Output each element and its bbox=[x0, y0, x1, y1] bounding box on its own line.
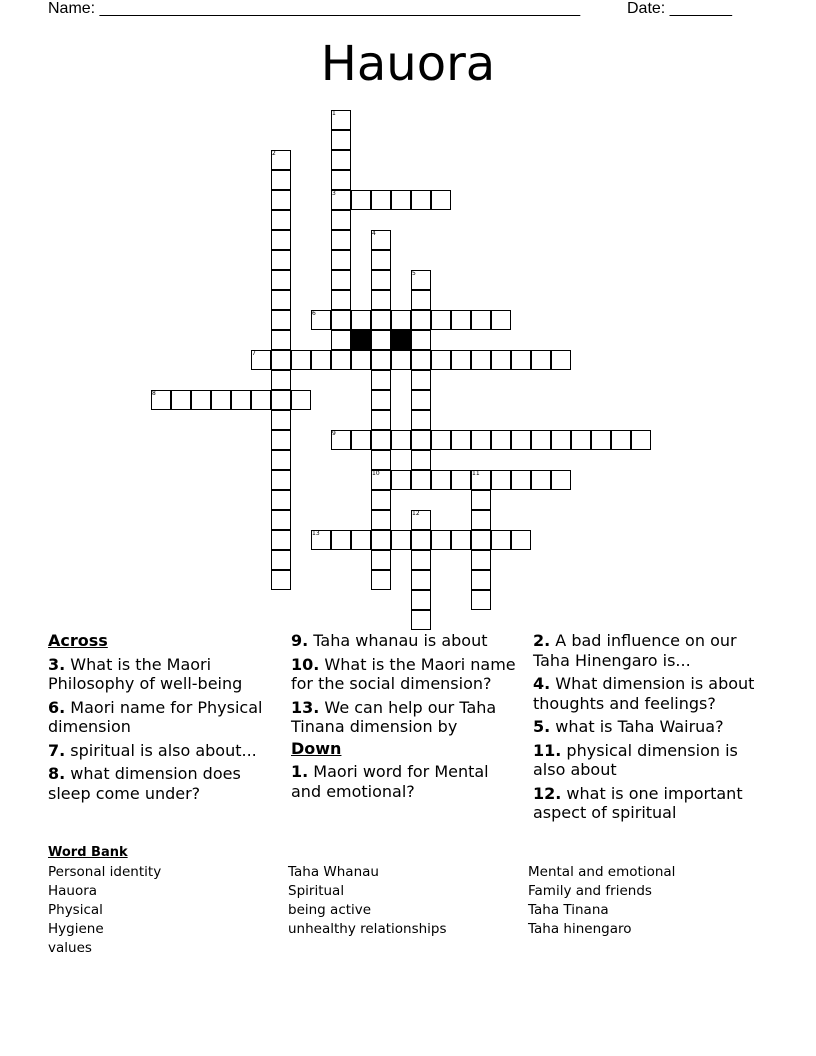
word-bank-item: Taha Tinana bbox=[528, 902, 609, 918]
page-title: Hauora bbox=[320, 36, 496, 92]
grid-cell[interactable] bbox=[371, 490, 391, 510]
grid-cell[interactable] bbox=[491, 310, 511, 330]
clue-item: 9. Taha whanau is about bbox=[291, 631, 488, 650]
word-bank-item: Mental and emotional bbox=[528, 864, 676, 880]
grid-cell[interactable] bbox=[271, 430, 291, 450]
grid-cell[interactable] bbox=[231, 390, 251, 410]
grid-cell[interactable] bbox=[371, 390, 391, 410]
grid-cell[interactable] bbox=[331, 350, 351, 370]
grid-cell[interactable] bbox=[351, 430, 371, 450]
grid-cell[interactable] bbox=[451, 350, 471, 370]
grid-cell[interactable] bbox=[451, 470, 471, 490]
grid-cell[interactable] bbox=[331, 170, 351, 190]
clue-item: 3. What is the Maori Philosophy of well-being bbox=[48, 654, 243, 693]
clue-item: 10. What is the Maori name for the social dimension? bbox=[291, 654, 516, 693]
grid-cell[interactable] bbox=[371, 370, 391, 390]
grid-cell[interactable] bbox=[491, 350, 511, 370]
grid-cell[interactable] bbox=[271, 550, 291, 570]
grid-cell[interactable] bbox=[291, 390, 311, 410]
word-bank-item: Physical bbox=[48, 902, 103, 918]
grid-cell[interactable] bbox=[351, 350, 371, 370]
grid-cell[interactable] bbox=[471, 490, 491, 510]
grid-cell[interactable] bbox=[331, 530, 351, 550]
grid-cell[interactable] bbox=[411, 410, 431, 430]
grid-cell[interactable] bbox=[471, 550, 491, 570]
grid-cell[interactable] bbox=[271, 410, 291, 430]
grid-cell[interactable] bbox=[271, 210, 291, 230]
date-field: Date: _______ bbox=[627, 0, 732, 17]
grid-cell[interactable] bbox=[511, 430, 531, 450]
grid-cell[interactable] bbox=[351, 310, 371, 330]
grid-cell[interactable] bbox=[331, 270, 351, 290]
clue-number: 2 bbox=[272, 150, 276, 157]
grid-cell[interactable] bbox=[371, 190, 391, 210]
grid-cell[interactable] bbox=[371, 410, 391, 430]
clues-column-3 bbox=[533, 631, 773, 827]
grid-cell[interactable] bbox=[371, 290, 391, 310]
clues-column-1 bbox=[48, 631, 268, 807]
grid-cell[interactable] bbox=[411, 470, 431, 490]
clue-item: 11. physical dimension is also about bbox=[533, 740, 738, 779]
clue-number: 5 bbox=[412, 270, 416, 277]
grid-cell[interactable] bbox=[271, 170, 291, 190]
clue-item: 4. What dimension is about thoughts and feelings? bbox=[533, 674, 755, 713]
grid-cell[interactable] bbox=[511, 350, 531, 370]
grid-cell[interactable] bbox=[331, 330, 351, 350]
grid-cell[interactable] bbox=[571, 430, 591, 450]
word-bank-item: being active bbox=[288, 902, 372, 918]
grid-cell[interactable] bbox=[271, 270, 291, 290]
word-bank-item: values bbox=[48, 940, 92, 956]
grid-cell[interactable] bbox=[391, 350, 411, 370]
grid-cell[interactable] bbox=[591, 430, 611, 450]
clue-number: 3 bbox=[332, 190, 336, 197]
grid-cell[interactable] bbox=[471, 570, 491, 590]
name-field: Name: ______________________________________________________ bbox=[48, 0, 581, 17]
word-bank-item: Hygiene bbox=[48, 921, 104, 937]
clue-item: 5. what is Taha Wairua? bbox=[533, 717, 724, 736]
grid-cell[interactable] bbox=[351, 530, 371, 550]
clue-number: 13 bbox=[312, 530, 320, 537]
grid-cell[interactable] bbox=[371, 530, 391, 550]
grid-cell[interactable] bbox=[471, 510, 491, 530]
word-bank-item: Hauora bbox=[48, 883, 98, 899]
grid-cell[interactable] bbox=[551, 350, 571, 370]
grid-cell[interactable] bbox=[371, 310, 391, 330]
grid-cell[interactable] bbox=[471, 350, 491, 370]
clue-item: 2. A bad influence on our Taha Hinengaro is... bbox=[533, 631, 737, 670]
grid-cell[interactable] bbox=[271, 250, 291, 270]
black-square bbox=[391, 330, 411, 350]
clues-column-2 bbox=[291, 631, 516, 805]
word-bank-item: Taha Whanau bbox=[288, 864, 379, 880]
word-bank-column-3 bbox=[528, 863, 675, 939]
grid-cell[interactable] bbox=[451, 310, 471, 330]
grid-cell[interactable] bbox=[271, 230, 291, 250]
grid-cell[interactable] bbox=[171, 390, 191, 410]
grid-cell[interactable] bbox=[371, 430, 391, 450]
grid-cell[interactable] bbox=[531, 350, 551, 370]
clue-number: 6 bbox=[312, 310, 316, 317]
grid-cell[interactable] bbox=[271, 330, 291, 350]
clue-number: 9 bbox=[332, 430, 336, 437]
grid-cell[interactable] bbox=[271, 570, 291, 590]
word-bank-item: Taha hinengaro bbox=[528, 921, 632, 937]
down-heading: Down bbox=[291, 738, 342, 758]
grid-cell[interactable] bbox=[271, 470, 291, 490]
grid-cell[interactable] bbox=[431, 530, 451, 550]
grid-cell[interactable] bbox=[271, 530, 291, 550]
grid-cell[interactable] bbox=[611, 430, 631, 450]
grid-cell[interactable] bbox=[531, 470, 551, 490]
grid-cell[interactable] bbox=[531, 430, 551, 450]
grid-cell[interactable] bbox=[431, 190, 451, 210]
grid-cell[interactable] bbox=[411, 290, 431, 310]
clue-item: 7. spiritual is also about... bbox=[48, 740, 257, 760]
grid-cell[interactable] bbox=[471, 430, 491, 450]
grid-cell[interactable] bbox=[391, 470, 411, 490]
grid-cell[interactable] bbox=[391, 530, 411, 550]
grid-cell[interactable] bbox=[211, 390, 231, 410]
grid-cell[interactable] bbox=[271, 390, 291, 410]
grid-cell[interactable] bbox=[391, 190, 411, 210]
word-bank-item: Personal identity bbox=[48, 864, 162, 880]
grid-cell[interactable] bbox=[631, 430, 651, 450]
grid-cell[interactable] bbox=[471, 530, 491, 550]
grid-cell[interactable] bbox=[411, 610, 431, 630]
grid-cell[interactable] bbox=[311, 350, 331, 370]
word-bank-title: Word Bank bbox=[48, 845, 128, 860]
grid-cell[interactable] bbox=[411, 350, 431, 370]
clue-number: 8 bbox=[152, 390, 156, 397]
grid-cell[interactable] bbox=[331, 230, 351, 250]
clue-number: 1 bbox=[332, 110, 336, 117]
clue-number: 7 bbox=[252, 350, 256, 357]
grid-cell[interactable] bbox=[471, 590, 491, 610]
grid-cell[interactable] bbox=[271, 350, 291, 370]
word-bank-item: unhealthy relationships bbox=[288, 921, 447, 937]
grid-cell[interactable] bbox=[431, 310, 451, 330]
grid-cell[interactable] bbox=[371, 250, 391, 270]
grid-cell[interactable] bbox=[411, 570, 431, 590]
grid-cell[interactable] bbox=[271, 190, 291, 210]
grid-cell[interactable] bbox=[351, 190, 371, 210]
grid-cell[interactable] bbox=[271, 370, 291, 390]
word-bank-column-1 bbox=[48, 863, 161, 958]
grid-cell[interactable] bbox=[411, 590, 431, 610]
grid-cell[interactable] bbox=[411, 310, 431, 330]
grid-cell[interactable] bbox=[371, 570, 391, 590]
grid-cell[interactable] bbox=[331, 130, 351, 150]
grid-cell[interactable] bbox=[551, 470, 571, 490]
clue-number: 12 bbox=[412, 510, 420, 517]
grid-cell[interactable] bbox=[251, 390, 271, 410]
grid-cell[interactable] bbox=[411, 450, 431, 470]
grid-cell[interactable] bbox=[331, 150, 351, 170]
grid-cell[interactable] bbox=[411, 550, 431, 570]
grid-cell[interactable] bbox=[411, 530, 431, 550]
grid-cell[interactable] bbox=[451, 430, 471, 450]
grid-cell[interactable] bbox=[491, 470, 511, 490]
clue-number: 4 bbox=[372, 230, 376, 237]
grid-cell[interactable] bbox=[331, 250, 351, 270]
black-square bbox=[351, 330, 371, 350]
grid-cell[interactable] bbox=[451, 530, 471, 550]
clue-number: 11 bbox=[472, 470, 480, 477]
grid-cell[interactable] bbox=[331, 210, 351, 230]
grid-cell[interactable] bbox=[331, 310, 351, 330]
clue-number: 10 bbox=[372, 470, 380, 477]
grid-cell[interactable] bbox=[471, 310, 491, 330]
word-bank-item: Family and friends bbox=[528, 883, 652, 899]
grid-cell[interactable] bbox=[411, 190, 431, 210]
clue-item: 8. what dimension does sleep come under? bbox=[48, 764, 241, 803]
grid-cell[interactable] bbox=[331, 290, 351, 310]
grid-cell[interactable] bbox=[371, 330, 391, 350]
word-bank-item: Spiritual bbox=[288, 883, 345, 899]
grid-cell[interactable] bbox=[271, 450, 291, 470]
grid-cell[interactable] bbox=[391, 430, 411, 450]
grid-cell[interactable] bbox=[411, 330, 431, 350]
grid-cell[interactable] bbox=[271, 290, 291, 310]
grid-cell[interactable] bbox=[431, 470, 451, 490]
word-bank-column-2 bbox=[288, 863, 447, 939]
grid-cell[interactable] bbox=[371, 270, 391, 290]
grid-cell[interactable] bbox=[371, 510, 391, 530]
grid-cell[interactable] bbox=[431, 430, 451, 450]
grid-cell[interactable] bbox=[551, 430, 571, 450]
grid-cell[interactable] bbox=[271, 490, 291, 510]
grid-cell[interactable] bbox=[271, 310, 291, 330]
grid-cell[interactable] bbox=[491, 530, 511, 550]
grid-cell[interactable] bbox=[391, 310, 411, 330]
grid-cell[interactable] bbox=[371, 350, 391, 370]
grid-cell[interactable] bbox=[291, 350, 311, 370]
grid-cell[interactable] bbox=[411, 390, 431, 410]
grid-cell[interactable] bbox=[411, 370, 431, 390]
across-heading: Across bbox=[48, 631, 108, 650]
grid-cell[interactable] bbox=[411, 430, 431, 450]
grid-cell[interactable] bbox=[371, 450, 391, 470]
grid-cell[interactable] bbox=[511, 470, 531, 490]
grid-cell[interactable] bbox=[271, 510, 291, 530]
grid-cell[interactable] bbox=[191, 390, 211, 410]
grid-cell[interactable] bbox=[491, 430, 511, 450]
clue-item: 1. Maori word for Mental and emotional? bbox=[291, 762, 489, 801]
clue-item: 13. We can help our Taha Tinana dimension by bbox=[291, 697, 497, 736]
clue-item: 6. Maori name for Physical dimension bbox=[48, 697, 263, 736]
grid-cell[interactable] bbox=[371, 550, 391, 570]
clue-item: 12. what is one important aspect of spiritual bbox=[533, 783, 743, 822]
grid-cell[interactable] bbox=[431, 350, 451, 370]
grid-cell[interactable] bbox=[511, 530, 531, 550]
